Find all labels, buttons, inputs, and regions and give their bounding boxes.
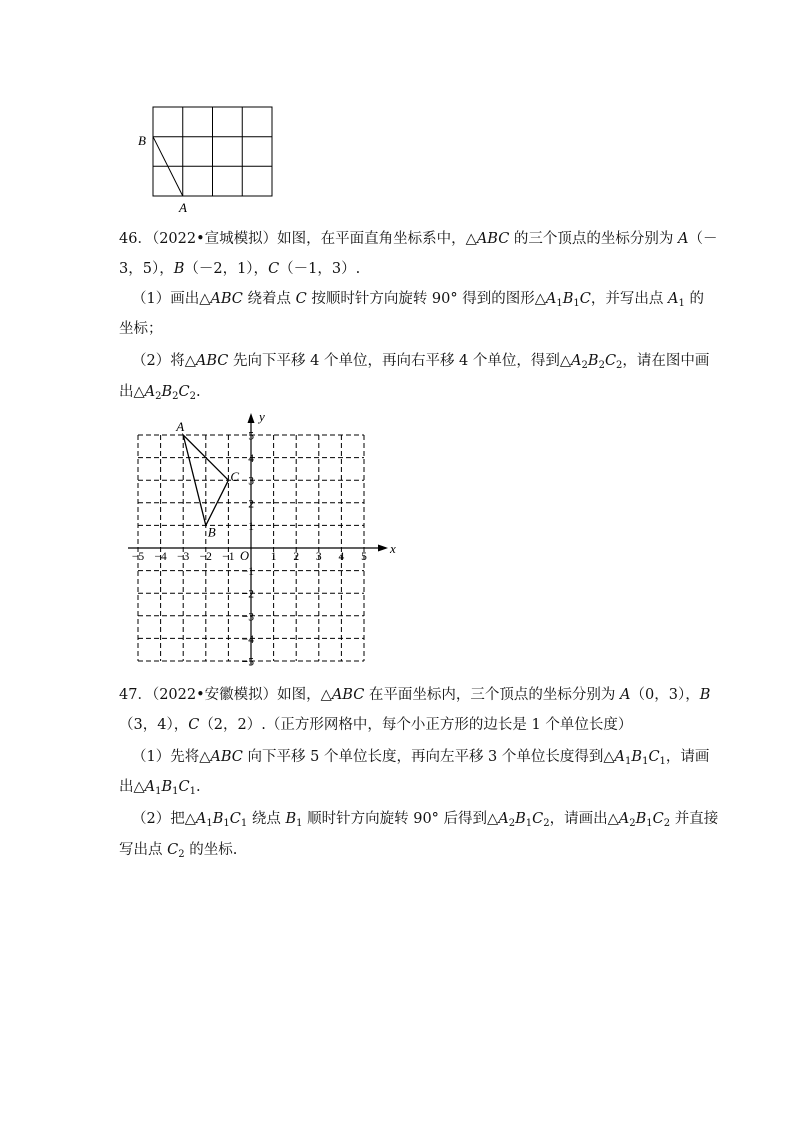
tick-labels [132, 431, 367, 669]
q47-text: C [652, 811, 664, 827]
q47-sub: 2 [629, 818, 636, 829]
q46-text: ，请在图中画 [622, 353, 710, 369]
q47-source: （2022•安徽模拟） [151, 687, 278, 703]
q47-line2 [119, 715, 632, 735]
q47-text: A [498, 811, 509, 827]
q46-sub: 2 [172, 391, 179, 402]
q47-text: A [195, 811, 207, 827]
q46-text: B [161, 384, 173, 400]
q46-text: （－ [688, 231, 718, 247]
q47-sub: 2 [663, 818, 671, 829]
x-tick-label: 1 [270, 551, 277, 563]
q46-sub: 2 [189, 391, 197, 402]
q47-sub: 1 [625, 756, 632, 767]
q47-sub: 1 [296, 818, 303, 829]
q47-sub: 1 [642, 756, 649, 767]
q46-text: （－1，3）. [279, 261, 361, 277]
point-b-label: B [138, 133, 146, 148]
q47-part1-line1 [132, 747, 709, 772]
q46-text: 如图，在平面直角坐标系中，△ [277, 231, 477, 247]
q46-text: 先向下平移 4 个单位，再向右平移 4 个单位，得到△ [228, 353, 572, 369]
q47-text: （2，2）.（正方形网格中，每个小正方形的边长是 1 个单位长度） [199, 717, 633, 733]
q47-text: B [515, 811, 526, 827]
axes [128, 413, 388, 665]
q46-part1-line2 [119, 319, 163, 339]
q47-sub: 1 [659, 756, 666, 767]
vertex-b-label: B [207, 524, 216, 540]
q47-text: C [167, 842, 179, 858]
q47-sub: 1 [172, 786, 179, 797]
q46-text: 的三个顶点的坐标分别为 [509, 231, 679, 247]
coordinate-grid-figure [120, 405, 420, 680]
x-tick-label: 5 [361, 551, 367, 563]
q47-text: 的坐标. [184, 842, 238, 858]
y-tick-label: −3 [241, 611, 254, 624]
q46-text: B [173, 261, 185, 277]
q47-text: . [196, 779, 201, 795]
q47-part2-line2 [119, 840, 237, 865]
origin-label: O [240, 549, 250, 563]
q47-number: 47． [119, 687, 152, 703]
q46-text: A [144, 384, 156, 400]
x-tick-label: −1 [222, 551, 235, 563]
q46-text: 的 [684, 291, 704, 307]
vertex-c-label: C [230, 469, 240, 485]
q47-text: ABC [210, 749, 243, 765]
vertex-a-label: A [176, 419, 185, 434]
q47-text: B [161, 779, 173, 795]
x-tick-label: −3 [177, 551, 190, 563]
q47-line1 [119, 685, 710, 705]
q46-text: A [668, 291, 679, 307]
q46-text: . [196, 384, 201, 400]
y-tick-label: −5 [241, 656, 254, 669]
q46-text: （2）将△ [132, 353, 196, 369]
y-tick-label: 4 [248, 453, 254, 466]
q47-sub: 1 [646, 818, 653, 829]
grid-figure-top [130, 100, 290, 218]
x-tick-label: −4 [154, 551, 167, 563]
q46-text: 坐标； [119, 321, 163, 337]
q46-text: 3，5）， [119, 261, 174, 277]
q46-sub: 1 [573, 298, 580, 309]
q46-sub: 2 [581, 360, 588, 371]
q47-sub: 1 [206, 818, 213, 829]
q47-text: A [144, 779, 156, 795]
q47-sub: 2 [543, 818, 550, 829]
q47-text: A [614, 749, 626, 765]
q47-text: （2）把△ [132, 811, 196, 827]
q47-text: ，请画 [665, 749, 710, 765]
q47-sub: 1 [189, 786, 197, 797]
q47-text: （3，4）， [119, 717, 189, 733]
q46-number: 46． [119, 231, 152, 247]
q46-text: ABC [210, 291, 243, 307]
q46-text: ABC [195, 353, 229, 369]
q46-text: A [545, 291, 557, 307]
q47-part1-line2 [119, 777, 201, 802]
y-tick-label: −4 [241, 633, 254, 646]
q46-text: 出△ [119, 384, 145, 400]
q46-line2 [119, 259, 360, 279]
q47-text: 向下平移 5 个单位长度，再向左平移 3 个单位长度得到△ [242, 749, 615, 765]
q47-text: （0，3）， [630, 687, 700, 703]
x-tick-label: −5 [131, 551, 145, 563]
y-tick-label: 3 [248, 475, 254, 488]
q47-text: A [620, 687, 631, 703]
q47-text: B [635, 811, 647, 827]
y-tick-label: −2 [241, 588, 254, 601]
y-tick-label: 5 [248, 430, 254, 443]
q46-sub: 2 [598, 360, 605, 371]
q47-text: 顺时针方向旋转 90° 后得到△ [302, 811, 499, 827]
x-tick-label: 3 [315, 551, 322, 563]
q46-line1 [119, 229, 718, 249]
q46-text: A [678, 231, 689, 247]
q47-sub: 2 [178, 849, 185, 860]
q47-sub: 1 [155, 786, 162, 797]
q47-sub: 1 [223, 818, 230, 829]
x-axis-label: x [390, 541, 396, 556]
q47-text: ABC [331, 687, 365, 703]
q47-sub: 1 [240, 818, 248, 829]
q47-text: C [188, 717, 200, 733]
q47-text: 在平面坐标内，三个顶点的坐标分别为 [364, 687, 621, 703]
q46-text: B [587, 353, 599, 369]
x-tick-label: 4 [338, 551, 345, 563]
q46-text: B [562, 291, 574, 307]
q47-text: B [212, 811, 224, 827]
y-tick-label: −1 [241, 566, 254, 579]
q47-text: 并直接 [670, 811, 719, 827]
q46-sub: 1 [556, 298, 563, 309]
q46-text: C [579, 291, 591, 307]
q46-text: C [604, 353, 617, 369]
q47-text: ，请画出△ [549, 811, 619, 827]
q47-text: C [648, 749, 660, 765]
q47-sub: 1 [525, 818, 533, 829]
q46-text: ，并写出点 [590, 291, 669, 307]
q46-sub: 2 [616, 360, 623, 371]
y-tick-label: 1 [248, 520, 254, 533]
q46-text: C [178, 384, 190, 400]
q47-text: C [229, 811, 241, 827]
x-tick-label: −2 [199, 551, 212, 563]
point-a-label: A [179, 200, 187, 215]
q47-text: B [699, 687, 711, 703]
q46-text: C [268, 261, 280, 277]
q47-text: B [631, 749, 643, 765]
q47-text: C [532, 811, 544, 827]
q47-sub: 2 [508, 818, 516, 829]
q46-text: （1）画出△ [132, 291, 211, 307]
x-tick-label: 2 [293, 551, 300, 563]
q46-part1-line1 [132, 289, 704, 314]
q46-text: A [571, 353, 582, 369]
q47-text: C [178, 779, 190, 795]
q46-text: 按顺时针方向旋转 90° 得到的图形△ [306, 291, 546, 307]
q46-text: C [295, 291, 307, 307]
q46-text: （－2，1）， [184, 261, 269, 277]
y-axis-label: y [259, 409, 265, 424]
q47-text: 写出点 [119, 842, 168, 858]
q47-part2-line1 [132, 809, 718, 834]
q47-text: A [618, 811, 630, 827]
q47-text: 如图，△ [277, 687, 332, 703]
q46-sub: 1 [678, 298, 685, 309]
q46-text: 绕着点 [242, 291, 296, 307]
q47-text: （1）先将△ [132, 749, 211, 765]
y-axis-arrow [248, 413, 255, 423]
q47-text: 出△ [119, 779, 145, 795]
q46-part2-line2 [119, 382, 201, 407]
x-axis-arrow [378, 545, 388, 552]
q47-text: B [285, 811, 297, 827]
q46-text: ABC [476, 231, 510, 247]
q47-text: 绕点 [247, 811, 286, 827]
q46-part2-line1 [132, 351, 709, 376]
q46-sub: 2 [155, 391, 162, 402]
q46-source: （2022•宣城模拟） [151, 231, 278, 247]
y-tick-label: 2 [248, 498, 254, 511]
